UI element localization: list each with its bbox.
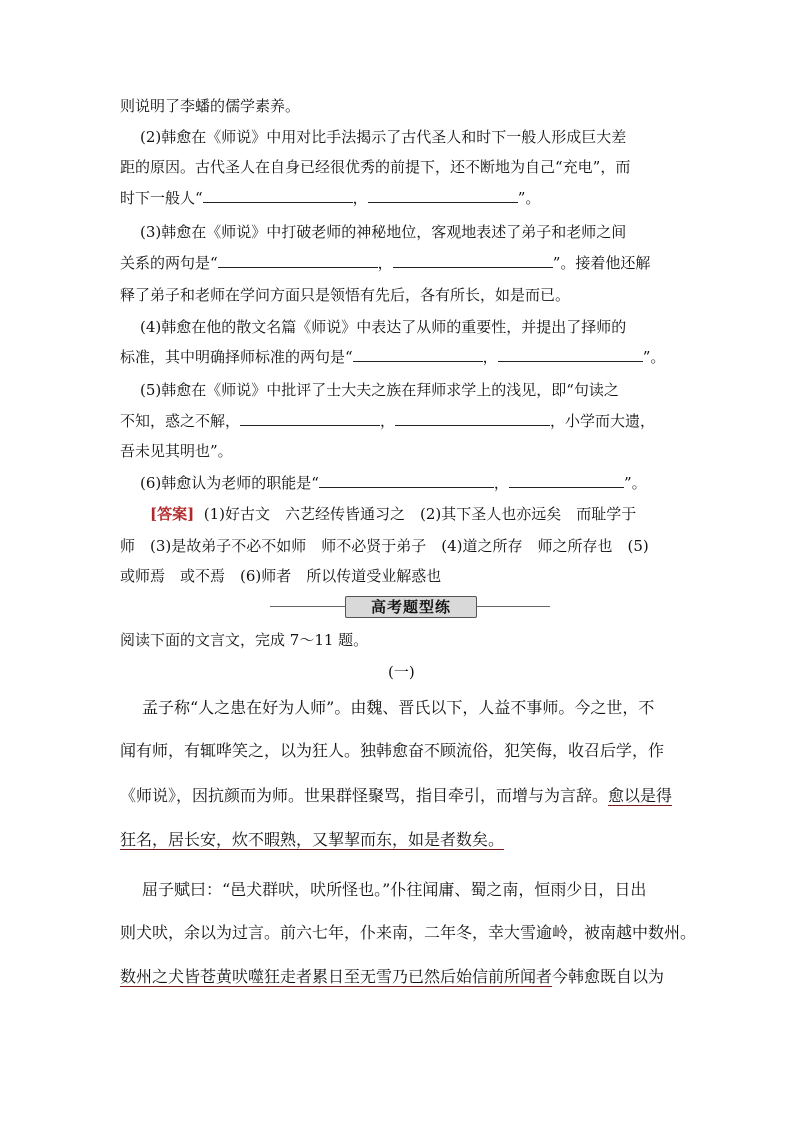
banner-rule-right xyxy=(477,606,550,607)
passage-p2-line3-b: 今韩愈既自以为 xyxy=(552,967,665,986)
q2-line3-mid: ， xyxy=(352,189,368,207)
banner-title: 高考题型练 xyxy=(345,596,477,618)
passage-p1-line-3 xyxy=(120,785,672,807)
q3-line-3: 释了弟子和老师在学问方面只是领悟有先后，各有所长，如是而已。 xyxy=(120,286,571,304)
q6-line-post: ”。 xyxy=(623,474,647,492)
q2-line-2: 距的原因。古代圣人在自身已经很优秀的前提下，还不断地为自己“充电”，而 xyxy=(120,158,631,176)
q5-blank-2[interactable] xyxy=(395,411,550,426)
passage-underlined-1b: 狂名，居长安，炊不暇熟，又挈挈而东，如是者数矣。 xyxy=(120,830,505,849)
q4-line2-pre: 标准，其中明确择师标准的两句是“ xyxy=(120,348,353,366)
passage-p2-line-3 xyxy=(120,966,664,988)
q6-line-mid: ， xyxy=(493,474,509,492)
q5-line2-mid: ， xyxy=(380,412,396,430)
q3-blank-1[interactable] xyxy=(218,253,378,268)
q2-line3-pre: 时下一般人“ xyxy=(120,189,203,207)
answer-tag: [答案] xyxy=(150,505,195,523)
q2-blank-2[interactable] xyxy=(368,188,518,203)
q4-blank-1[interactable] xyxy=(353,347,483,362)
answer-line-2: 师 (3)是故弟子不必不如师 师不必贤于弟子 (4)道之所存 师之所存也 (5) xyxy=(120,537,649,555)
intro-end-line: 则说明了李蟠的儒学素养。 xyxy=(120,97,301,115)
q6-line xyxy=(140,473,647,493)
passage-underlined-2: 数州之犬皆苍黄吠噬狂走者累日至无雪乃已然后始信前所闻者 xyxy=(120,967,553,986)
passage-p1-line-2: 闻有师，有辄哗笑之，以为狂人。独韩愈奋不顾流俗，犯笑侮，收召后学，作 xyxy=(120,741,665,760)
banner-rule-left xyxy=(270,606,345,607)
instruction-line: 阅读下面的文言文，完成 7～11 题。 xyxy=(120,631,369,649)
answer-line-3: 或师焉 或不焉 (6)师者 所以传道受业解惑也 xyxy=(120,567,442,585)
q2-blank-1[interactable] xyxy=(203,188,353,203)
passage-p1-line-4 xyxy=(120,829,504,851)
section-label: (一) xyxy=(388,663,415,681)
q4-line2-mid: ， xyxy=(482,348,498,366)
q5-line-2 xyxy=(120,411,655,431)
answer-text-1: (1)好古文 六艺经传皆通习之 (2)其下圣人也亦远矣 而耻学于 xyxy=(203,505,637,523)
q6-line-pre: (6)韩愈认为老师的职能是“ xyxy=(140,474,319,492)
q5-line-3: 吾未见其明也”。 xyxy=(120,442,233,460)
q4-line-2 xyxy=(120,347,665,367)
passage-p2-line-1: 屈子赋曰：“邑犬群吠，吠所怪也。”仆往闻庸、蜀之南，恒雨少日，日出 xyxy=(142,880,647,899)
q6-blank-2[interactable] xyxy=(509,473,624,488)
q2-line-1: (2)韩愈在《师说》中用对比手法揭示了古代圣人和时下一般人形成巨大差 xyxy=(140,128,627,146)
q3-line2-mid: ， xyxy=(377,254,393,272)
q3-line2-pre: 关系的两句是“ xyxy=(120,254,218,272)
answer-line-1 xyxy=(150,504,636,524)
q3-line-1: (3)韩愈在《师说》中打破老师的神秘地位，客观地表述了弟子和老师之间 xyxy=(140,223,627,241)
q5-line-1: (5)韩愈在《师说》中批评了士大夫之族在拜师求学上的浅见，即“句读之 xyxy=(140,381,619,399)
q4-line2-post: ”。 xyxy=(642,348,666,366)
q3-blank-2[interactable] xyxy=(393,253,553,268)
q4-line-1: (4)韩愈在他的散文名篇《师说》中表达了从师的重要性，并提出了择师的 xyxy=(140,318,627,336)
passage-p2-line-2: 则犬吠，余以为过言。前六七年，仆来南，二年冬，幸大雪逾岭，被南越中数州。 xyxy=(120,923,697,942)
q6-blank-1[interactable] xyxy=(319,473,494,488)
q5-line2-post: ，小学而大遗， xyxy=(550,412,656,430)
q3-line-2 xyxy=(120,253,650,273)
q4-blank-2[interactable] xyxy=(498,347,643,362)
passage-p1-line-1: 孟子称“人之患在好为人师”。由魏、晋氏以下，人益不事师。今之世，不 xyxy=(142,698,655,717)
q3-line2-post: ”。接着他还解 xyxy=(552,254,651,272)
passage-underlined-1a: 愈以是得 xyxy=(608,786,673,805)
q2-line3-post: ”。 xyxy=(517,189,541,207)
q5-blank-1[interactable] xyxy=(240,411,380,426)
q5-line2-pre: 不知，惑之不解， xyxy=(120,412,241,430)
passage-p1-line3-a: 《师说》，因抗颜而为师。世果群怪聚骂，指目牵引，而增与为言辞。 xyxy=(120,786,609,805)
section-banner xyxy=(270,596,550,616)
q2-line-3 xyxy=(120,188,540,208)
